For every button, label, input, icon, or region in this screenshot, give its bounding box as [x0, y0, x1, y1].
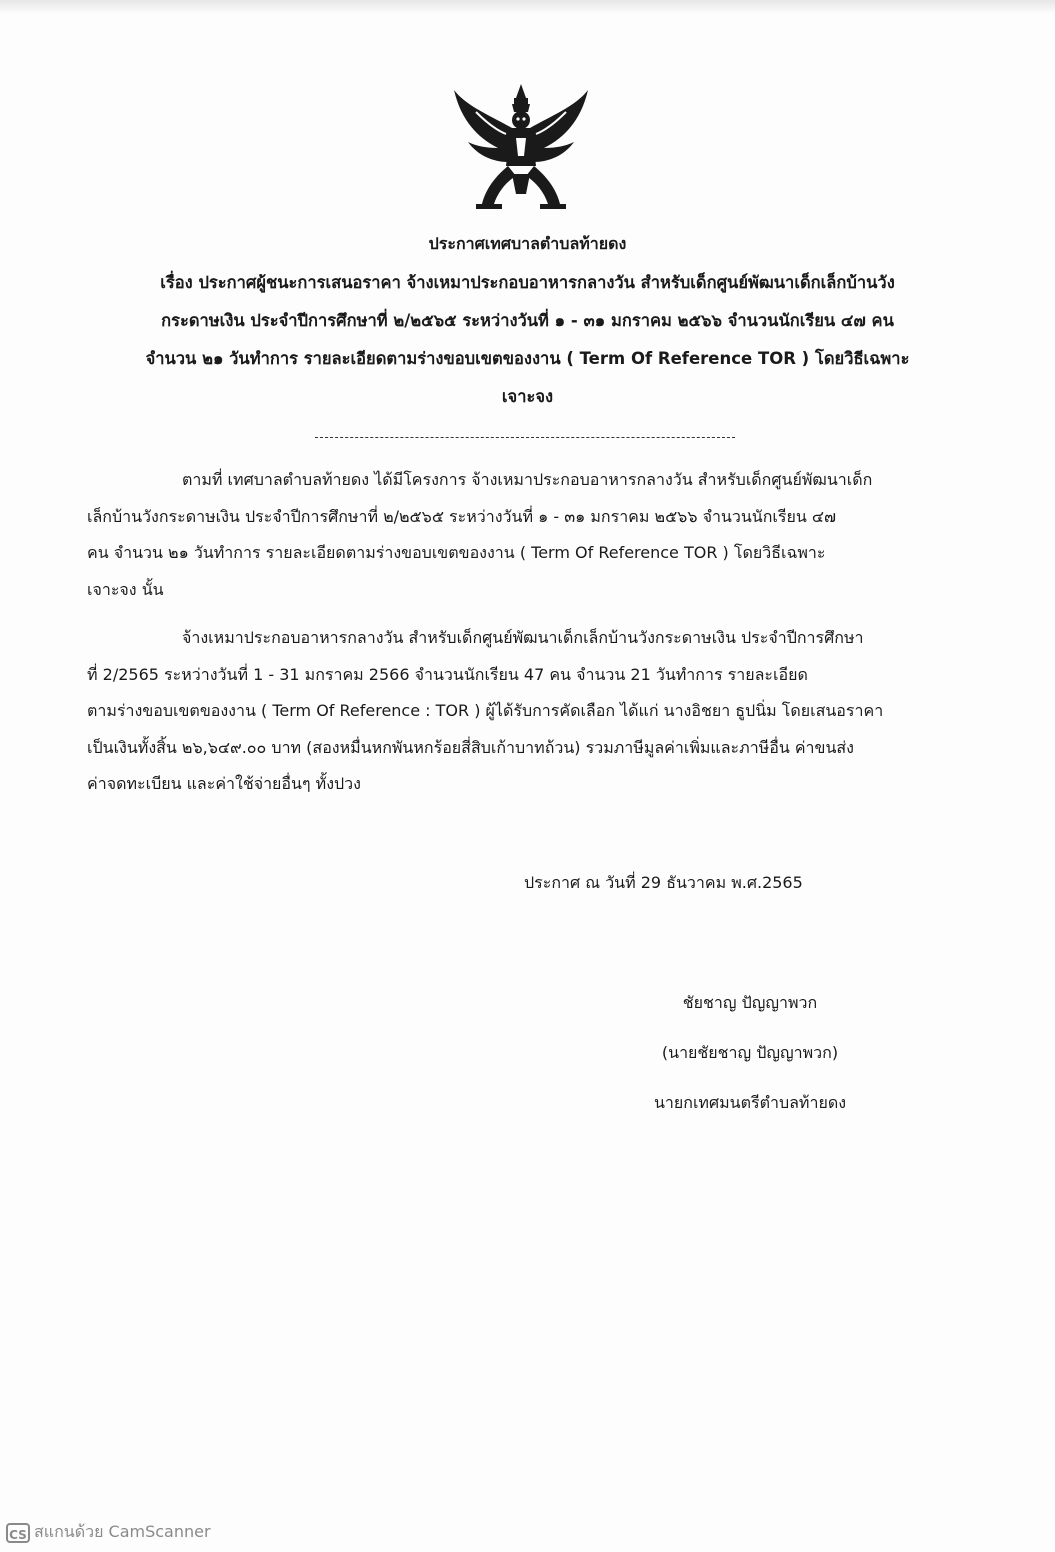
paragraph-line: ตามร่างขอบเขตของงาน ( Term Of Reference : TOR ) ผู้ได้รับการคัดเลือก ได้แก่ นางอิชยา ธูปนิ่ม โดยเสนอราคา: [87, 701, 884, 720]
paragraph-line: เป็นเงินทั้งสิ้น ๒๖,๖๔๙.๐๐ บาท (สองหมื่นหกพันหกร้อยสี่สิบเก้าบาทถ้วน) รวมภาษีมูลค่าเพิ่มและภาษีอื่น ค่าขนส่ง: [87, 737, 854, 757]
paragraph-line: คน จำนวน ๒๑ วันทำการ รายละเอียดตามร่างขอบเขตของงาน ( Term Of Reference TOR ) โดยวิธีเฉพาะ: [87, 543, 826, 562]
paragraph-line: ตามที่ เทศบาลตำบลท้ายดง ได้มีโครงการ จ้างเหมาประกอบอาหารกลางวัน สำหรับเด็กศูนย์พัฒนาเด็ก: [182, 470, 873, 489]
signer-position: นายกเทศมนตรีตำบลท้ายดง: [653, 1093, 847, 1112]
subject-line: เรื่อง ประกาศผู้ชนะการเสนอราคา จ้างเหมาประกอบอาหารกลางวัน สำหรับเด็กศูนย์พัฒนาเด็กเล็กบ้านวัง: [160, 273, 895, 292]
watermark-text: สแกนด้วย CamScanner: [34, 1522, 211, 1541]
scan-edge-shadow: [0, 0, 1055, 14]
subject-line: กระดาษเงิน ประจำปีการศึกษาที่ ๒/๒๕๖๕ ระหว่างวันที่ ๑ - ๓๑ มกราคม ๒๕๖๖ จำนวนนักเรียน ๔๗ คน: [161, 311, 894, 330]
section-divider: [315, 437, 735, 438]
signed-name: ชัยชาญ ปัญญาพวก: [682, 993, 818, 1012]
announcement-date: ประกาศ ณ วันที่ 29 ธันวาคม พ.ศ.2565: [524, 873, 803, 892]
paragraph-background: [87, 462, 957, 608]
paragraph-award: [87, 620, 957, 803]
signature-block: [590, 978, 910, 1128]
paragraph-line: ที่ 2/2565 ระหว่างวันที่ 1 - 31 มกราคม 2566 จำนวนนักเรียน 47 คน จำนวน 21 วันทำการ รายละเอียด: [87, 664, 808, 684]
paragraph-line: จ้างเหมาประกอบอาหารกลางวัน สำหรับเด็กศูนย์พัฒนาเด็กเล็กบ้านวังกระดาษเงิน ประจำปีการศึกษา: [182, 628, 864, 647]
document-subject: [100, 264, 955, 416]
camscanner-icon: CS: [6, 1523, 30, 1543]
garuda-emblem-icon: [446, 76, 596, 216]
document-title: ประกาศเทศบาลตำบลท้ายดง: [428, 234, 627, 253]
scanner-watermark: [6, 1520, 211, 1545]
printed-name: (นายชัยชาญ ปัญญาพวก): [661, 1043, 839, 1062]
subject-line: เจาะจง: [501, 387, 554, 406]
paragraph-line: ค่าจดทะเบียน และค่าใช้จ่ายอื่นๆ ทั้งปวง: [87, 774, 361, 793]
subject-line: จำนวน ๒๑ วันทำการ รายละเอียดตามร่างขอบเขตของงาน ( Term Of Reference TOR ) โดยวิธีเฉพาะ: [145, 349, 910, 368]
paragraph-line: เจาะจง นั้น: [87, 579, 164, 599]
paragraph-line: เล็กบ้านวังกระดาษเงิน ประจำปีการศึกษาที่ ๒/๒๕๖๕ ระหว่างวันที่ ๑ - ๓๑ มกราคม ๒๕๖๖ จำนวนนักเรียน ๔๗: [87, 506, 837, 526]
